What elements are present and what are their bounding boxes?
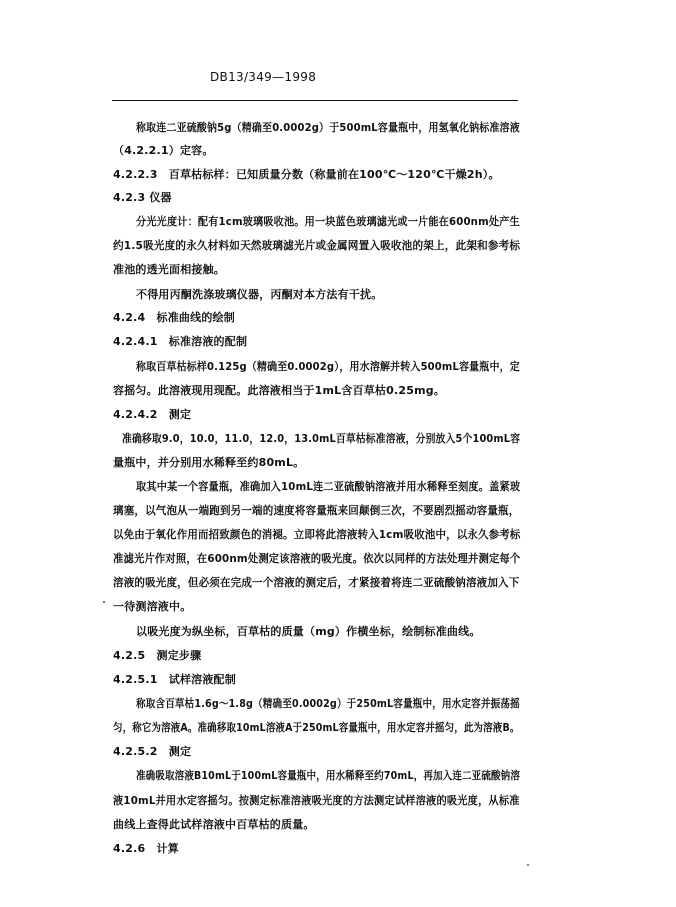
section-heading: 4.2.5.2 测定 [113,745,192,758]
body-line: 璃塞，以气泡从一端跑到另一端的速度将容量瓶来回颠倒三次，不要剧烈摇动容量瓶， [113,504,520,517]
body-line: 液10mL并用水定容摇匀。按测定标准溶液吸光度的方法测定试样溶液的吸光度，从标准 [113,794,520,807]
body-line: 准池的透光面相接触。 [113,263,225,276]
body-line: 一待测溶液中。 [113,600,192,613]
body-line: 容摇匀。此溶液现用现配。此溶液相当于1mL含百草枯0.25mg。 [113,384,445,397]
section-heading: 4.2.4 标准曲线的绘制 [113,311,235,324]
body-line: 约1.5吸光度的永久材料如天然玻璃滤光片或金属网置入吸收池的架上，此架和参考标 [113,239,521,252]
body-line: 称取含百草枯1.6g～1.8g（精确至0.0002g）于250mL容量瓶中，用水定容并振荡摇 [136,697,520,710]
section-heading: 4.2.5 测定步骤 [113,649,202,662]
body-line: 分光光度计：配有1cm玻璃吸收池。用一块蓝色玻璃滤光或一片能在600nm处产生 [136,215,520,228]
header-rule [112,100,518,101]
scan-speck [527,864,529,866]
section-heading: 4.2.5.1 试样溶液配制 [113,673,236,686]
section-heading: 4.2.3 仪器 [113,191,172,204]
body-line: 准确吸取溶液B10mL于100mL容量瓶中，用水稀释至约70mL，再加入连二亚硫酸钠溶 [136,769,521,782]
body-line: 准确移取9.0，10.0，11.0，12.0，13.0mL百草枯标准溶液，分别放入5个100mL容 [122,432,521,445]
body-line: （4.2.2.1）定容。 [113,144,214,157]
document-code: DB13/349—1998 [210,70,317,84]
body-line: 曲线上查得此试样溶液中百草枯的质量。 [113,818,315,831]
body-line: 溶液的吸光度，但必须在完成一个溶液的测定后，才紧接着将连二亚硫酸钠溶液加入下 [113,576,520,589]
scan-speck [103,601,105,603]
body-line: 称取连二亚硫酸钠5g（精确至0.0002g）于500mL容量瓶中，用氢氧化钠标准溶液 [136,121,520,134]
section-heading: 4.2.6 计算 [113,842,179,855]
body-line: 量瓶中，并分别用水稀释至约80mL。 [113,456,305,469]
section-heading: 4.2.2.3 百草枯标样：已知质量分数（称量前在100℃～120℃干燥2h）。 [113,168,500,181]
section-heading: 4.2.4.2 测定 [113,408,192,421]
body-line: 取其中某一个容量瓶，准确加入10mL连二亚硫酸钠溶液并用水稀释至刻度。盖紧玻 [136,480,521,493]
body-line: 准滤光片作对照，在600nm处测定该溶液的吸光度。依次以同样的方法处理并测定每个 [113,552,521,565]
body-line: 以吸光度为纵坐标，百草枯的质量（mg）作横坐标，绘制标准曲线。 [136,625,481,638]
body-line: 匀，称它为溶液A。准确移取10mL溶液A于250mL容量瓶中，用水定容并摇匀，此为溶液B。 [113,721,520,734]
section-heading: 4.2.4.1 标准溶液的配制 [113,335,248,348]
body-line: 不得用丙酮洗涤玻璃仪器，丙酮对本方法有干扰。 [136,288,383,301]
body-line: 以免由于氧化作用而招致颜色的消褪。立即将此溶液转入1cm吸收池中，以永久参考标 [113,528,521,541]
body-line: 称取百草枯标样0.125g（精确至0.0002g），用水溶解并转入500mL容量瓶中，定 [136,360,520,373]
